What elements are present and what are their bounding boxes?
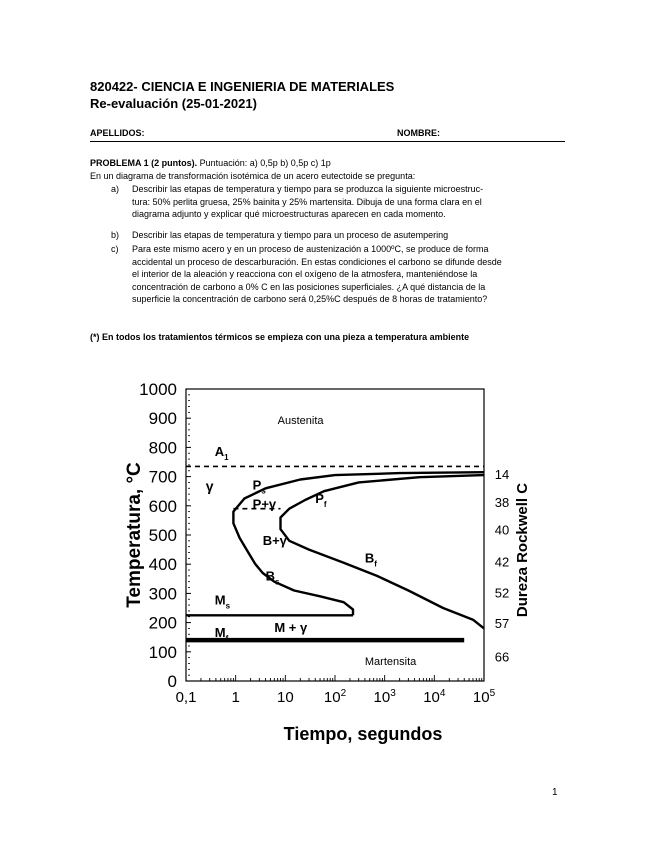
y-tick-label: 1000 xyxy=(139,380,177,399)
diagram-label: $P_s$ xyxy=(252,477,266,496)
x-axis-title: Tiempo, segundos xyxy=(283,724,443,744)
y-tick-label: 800 xyxy=(148,438,177,458)
diagram-label: $P_f$ xyxy=(315,490,327,509)
y-tick-label: 400 xyxy=(148,555,177,575)
diagram-label: $B_s$ xyxy=(265,568,280,587)
x-tick-label: $10^4$ xyxy=(423,688,446,706)
question-line: concentración de carbono a 0% C en las posiciones superficiales. ¿A qué distancia de la xyxy=(132,281,486,292)
diagram-label: M + γ xyxy=(274,619,308,635)
surname-label: APELLIDOS: xyxy=(90,128,145,138)
question-line: diagrama adjunto y explicar qué microestructuras aparecen en cada momento. xyxy=(132,209,446,220)
page-number: 1 xyxy=(552,787,558,798)
diagram-label: γ xyxy=(205,478,214,495)
x-tick-label: 10 xyxy=(276,689,294,706)
y-axis-title: Temperatura, °C xyxy=(124,462,145,608)
question-marker: a) xyxy=(111,184,120,194)
hardness-axis-title: Dureza Rockwell C xyxy=(514,482,531,618)
diagram-label: $M_s$ xyxy=(214,592,231,611)
hardness-label: 52 xyxy=(494,585,510,601)
x-tick-label: 0,1 xyxy=(175,689,197,706)
y-tick-label: 200 xyxy=(148,613,177,633)
course-title: 820422- CIENCIA E INGENIERIA DE MATERIALES xyxy=(90,79,395,94)
hardness-label: 42 xyxy=(494,554,510,570)
hardness-label: 40 xyxy=(494,522,510,538)
diagram-label: $A_1$ xyxy=(214,444,229,463)
problem-scoring: Puntuación: a) 0,5p b) 0,5p c) 1p xyxy=(197,158,331,168)
y-tick-label: 500 xyxy=(148,526,177,545)
hardness-label: 57 xyxy=(494,616,510,632)
x-tick-label: 1 xyxy=(231,689,240,706)
hardness-label: 14 xyxy=(494,467,510,483)
diagram-label: B+γ xyxy=(262,533,287,549)
plot-frame xyxy=(186,389,484,681)
hardness-label: 38 xyxy=(494,494,510,510)
question-line: Para este mismo acero y en un proceso de austenización a 1000ºC, se produce de forma xyxy=(132,244,489,254)
question-line: el interior de la aleación y reacciona con el oxígeno de la atmosfera, manteniéndose la xyxy=(132,269,478,280)
diagram-label: $M_f$ xyxy=(214,625,229,644)
question-line: accidental un proceso de descarburación. En estas condiciones el carbono se difunde desde xyxy=(132,256,502,267)
hardness-label: 66 xyxy=(494,649,510,665)
diagram-label: Austenita xyxy=(277,415,324,428)
y-tick-label: 100 xyxy=(148,642,177,662)
diagram-label: $B_f$ xyxy=(364,550,377,569)
curve-pf xyxy=(281,475,485,628)
exam-date: Re-evaluación (25-01-2021) xyxy=(90,96,257,111)
treatment-note: (*) En todos los tratamientos térmicos se empieza con una pieza a temperatura ambiente xyxy=(90,332,470,342)
question-marker: c) xyxy=(111,244,119,254)
question-line: Describir las etapas de temperatura y tiempo para un proceso de asutempering xyxy=(132,230,449,240)
y-tick-label: 700 xyxy=(148,467,177,487)
x-tick-label: $10^5$ xyxy=(472,688,496,706)
y-tick-label: 600 xyxy=(148,496,177,516)
problem-intro: En un diagrama de transformación isotémica de un acero eutectoide se pregunta: xyxy=(90,171,416,181)
diagram-label: P+γ xyxy=(252,496,277,512)
y-tick-label: 900 xyxy=(148,409,177,429)
y-tick-label: 300 xyxy=(148,584,177,604)
x-tick-label: $10^3$ xyxy=(373,688,396,706)
question-marker: b) xyxy=(111,230,120,240)
diagram-label: Martensita xyxy=(364,655,417,668)
y-tick-label: 0 xyxy=(167,672,177,691)
question-line: tura: 50% perlita gruesa, 25% bainita y 25% martensita. Dibuja de una forma clara en el xyxy=(132,196,482,207)
name-label: NOMBRE: xyxy=(397,128,440,138)
question-line: superficie la concentración de carbono será 0,25%C después de 8 horas de tratamiento? xyxy=(132,294,488,305)
problem-title: PROBLEMA 1 (2 puntos). xyxy=(90,158,198,168)
x-tick-label: $10^2$ xyxy=(323,688,347,706)
question-line: Describir las etapas de temperatura y tiempo para se produzca la siguiente microestruc- xyxy=(132,184,484,194)
